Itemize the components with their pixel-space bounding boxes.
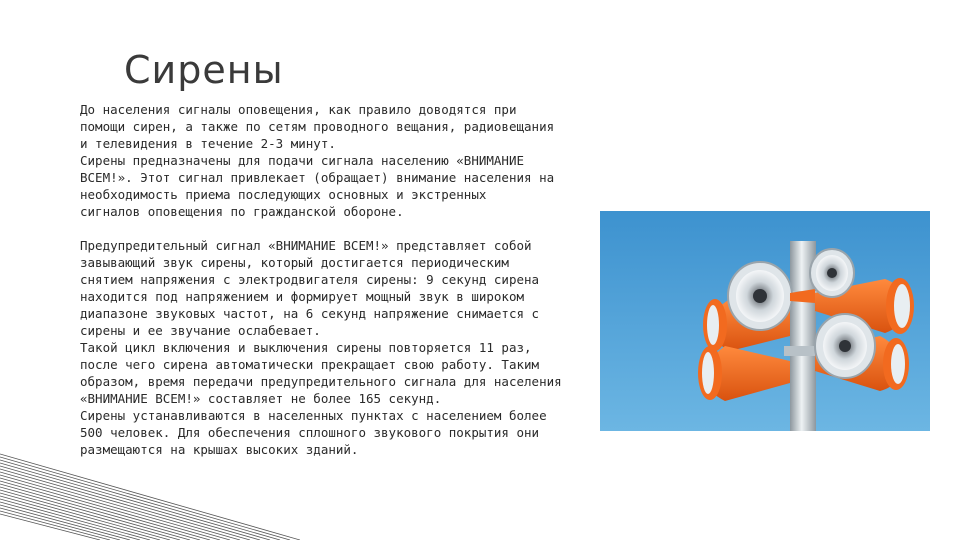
paragraph-2: Сирены предназначены для подачи сигнала населению «ВНИМАНИЕ ВСЕМ!». Этот сигнал привлекает (обращает) внимание населения на необходимость приема последующих основных и экстренных сигналов оповещения по гражданской обороне. xyxy=(80,153,555,219)
paragraph-4: Такой цикл включения и выключения сирены повторяется 11 раз, после чего сирена автоматически прекращает свою работу. Таким образом, время передачи предупредительного сигнала для населения «ВНИМАНИЕ ВСЕМ!» составляет не более 165 секунд. xyxy=(80,340,562,406)
paragraph-3: Предупредительный сигнал «ВНИМАНИЕ ВСЕМ!» представляет собой завывающий звук сирены, который достигается периодическим снятием напряжения с электродвигателя сирены: 9 секунд сирена находится под напряжением и формирует мощный звук в широком диапазоне звуковых частот, на 6 секунд напряжение снимается с сирены и ее звучание ослабевает. xyxy=(80,238,540,338)
siren-photo xyxy=(600,211,930,431)
siren-horn-front-top xyxy=(810,249,854,297)
body-text xyxy=(80,101,580,458)
siren-horn-front-right xyxy=(815,314,875,378)
paragraph-1: До населения сигналы оповещения, как правило доводятся при помощи сирен, а также по сетям проводного вещания, радиовещания и телевидения в течение 2-3 минут. xyxy=(80,102,555,151)
corner-stripes-decoration xyxy=(0,440,300,540)
paragraph-5: Сирены устанавливаются в населенных пунктах с населением более 500 человек. Для обеспечения сплошного звукового покрытия они размещаются на крышах высоких зданий. xyxy=(80,408,547,457)
slide-title: Сирены xyxy=(124,48,284,92)
